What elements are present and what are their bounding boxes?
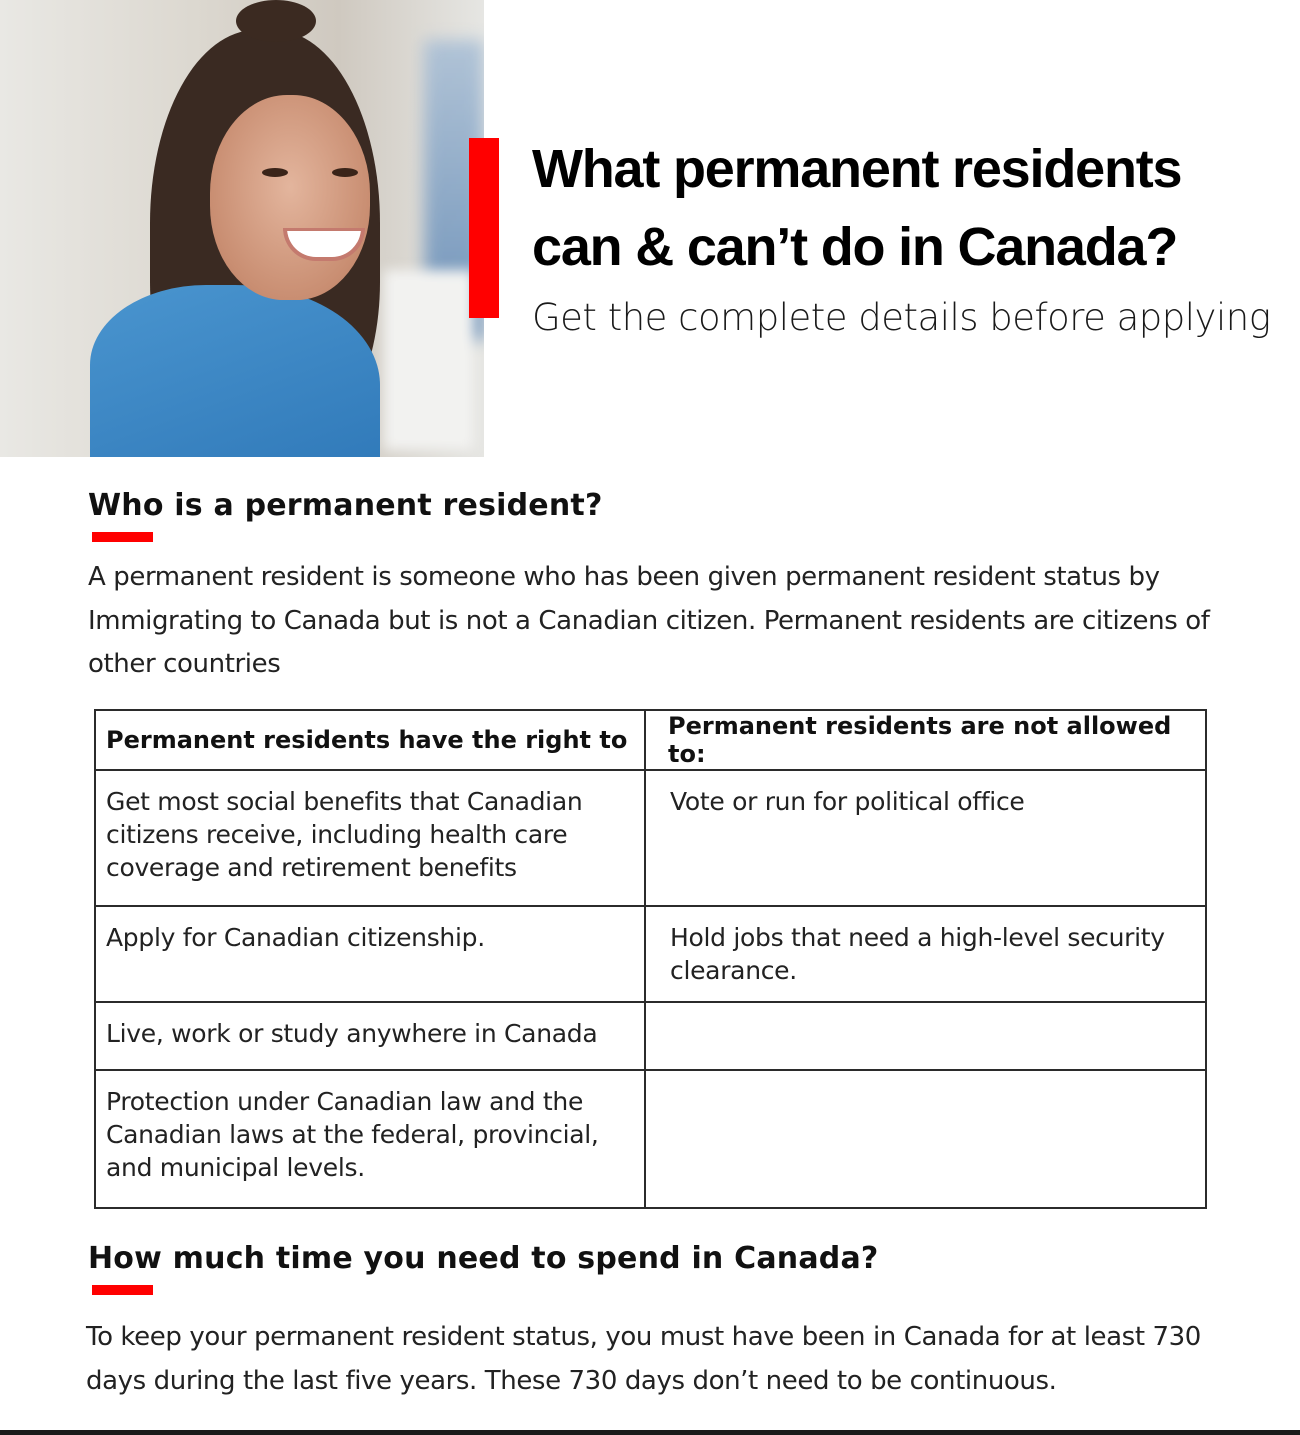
page-title (532, 130, 1292, 286)
table-cell: Hold jobs that need a high-level security clearance. (670, 923, 1165, 985)
face-shape (210, 95, 370, 300)
who-description: A permanent resident is someone who has been given permanent resident status by Immigrating to Canada but is not a Canadian citizen. Permanent residents are citizens of other countries (88, 562, 1210, 679)
bottom-divider (0, 1430, 1300, 1435)
hero-photo (0, 0, 484, 457)
time-description: To keep your permanent resident status, you must have been in Canada for at least 730 days during the last five years. These 730 days don’t need to be continuous. (86, 1322, 1201, 1396)
heading-underline (92, 532, 153, 542)
table-row (95, 906, 1206, 1002)
table-header-row (95, 710, 1206, 770)
table-cell (670, 1003, 1205, 1017)
column-header-restrictions: Permanent residents are not allowed to: (645, 710, 1206, 770)
heading-underline (92, 1285, 153, 1295)
title-line-2: can & can’t do in Canada? (532, 217, 1178, 277)
accent-bar (469, 138, 499, 318)
section-heading-time: How much time you need to spend in Canada? (88, 1241, 879, 1276)
table-row (95, 1002, 1206, 1070)
table-row (95, 1070, 1206, 1208)
eye-shape (262, 168, 288, 177)
background-blur (384, 270, 474, 450)
table-cell (670, 1071, 1205, 1085)
table-cell: Apply for Canadian citizenship. (106, 923, 485, 952)
table-cell: Vote or run for political office (670, 787, 1025, 816)
table-row (95, 770, 1206, 906)
table-cell: Protection under Canadian law and the Canadian laws at the federal, provincial, and municipal levels. (106, 1087, 599, 1182)
rights-table (94, 709, 1207, 1209)
eye-shape (332, 168, 358, 177)
table-cell: Get most social benefits that Canadian citizens receive, including health care coverage and retirement benefits (106, 787, 583, 882)
hair-bun-shape (236, 0, 316, 42)
title-line-1: What permanent residents (532, 139, 1182, 199)
column-header-rights: Permanent residents have the right to (95, 710, 645, 770)
section-heading-who: Who is a permanent resident? (88, 488, 603, 523)
table-cell: Live, work or study anywhere in Canada (106, 1019, 598, 1048)
page-subtitle: Get the complete details before applying (532, 296, 1271, 339)
